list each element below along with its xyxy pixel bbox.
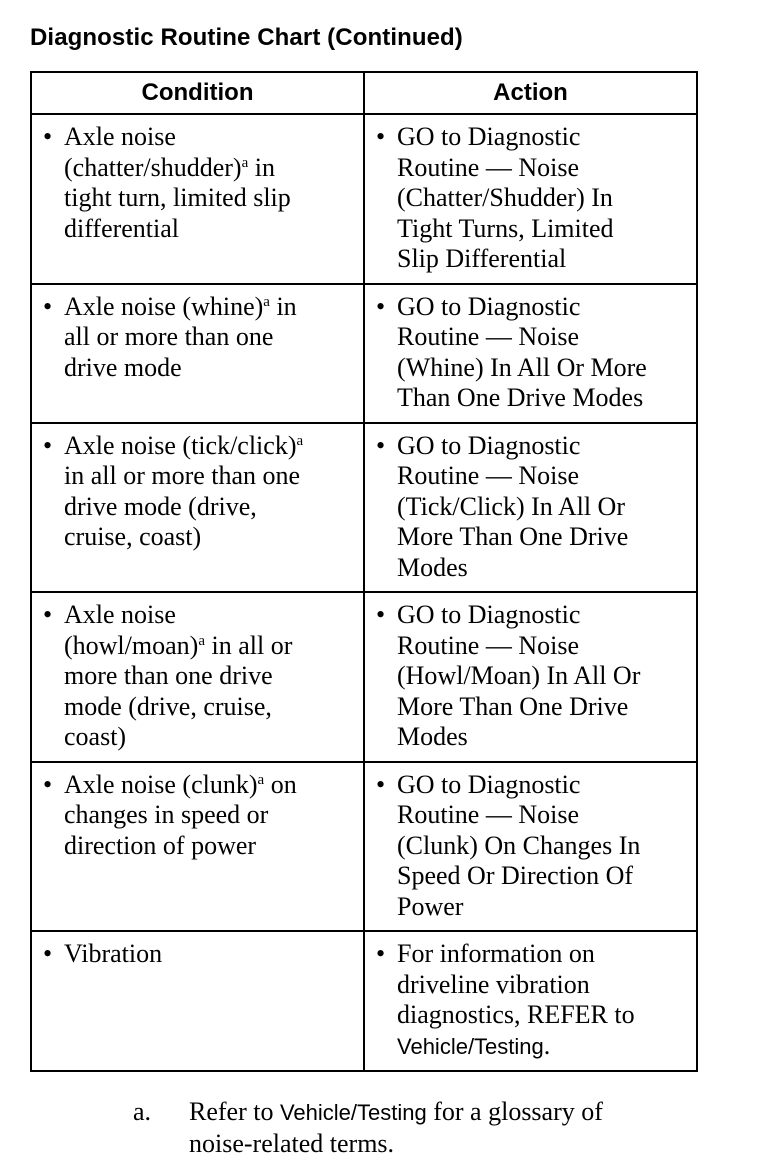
action-cell: [364, 114, 697, 284]
bullet-icon: •: [376, 291, 386, 321]
column-header-action: Action: [364, 72, 697, 114]
action-text: GO to Diagnostic Routine — Noise (Chatter/Shudder) In Tight Turns, Limited Slip Differential: [397, 122, 614, 273]
bullet-icon: •: [43, 122, 53, 151]
action-cell: [364, 762, 697, 932]
action-cell: [364, 931, 697, 1071]
cross-reference-vehicle-testing: Vehicle/Testing: [279, 1100, 427, 1125]
action-text: GO to Diagnostic Routine — Noise (Clunk) On Changes In Speed Or Direction Of Power: [397, 769, 641, 921]
action-text: GO to Diagnostic Routine — Noise (Tick/Click) In All Or More Than One Drive Modes: [397, 430, 629, 582]
bullet-icon: •: [43, 291, 53, 321]
diagnostic-routine-table: [30, 71, 698, 1072]
table-row: [31, 284, 697, 423]
bullet-icon: •: [376, 430, 386, 460]
table-row: [31, 114, 697, 284]
table-header-row: [31, 72, 697, 114]
condition-cell: [31, 284, 364, 423]
action-cell: [364, 284, 697, 423]
condition-text: Axle noise (tick/click)$^a$ in all or more than one drive mode (drive, cruise, coast): [64, 430, 304, 551]
condition-text: Axle noise (chatter/shudder)$^a$ in tight turn, limited slip differential: [64, 122, 291, 243]
bullet-icon: •: [43, 430, 53, 460]
condition-cell: [31, 931, 364, 1071]
action-text: GO to Diagnostic Routine — Noise (Whine) In All Or More Than One Drive Modes: [397, 291, 647, 412]
condition-text: Axle noise (whine)$^a$ in all or more than one drive mode: [64, 291, 297, 382]
table-row: [31, 931, 697, 1071]
footnote-superscript: a: [296, 432, 304, 449]
condition-cell: [31, 592, 364, 762]
action-text: For information on driveline vibration diagnostics, REFER to Vehicle/Testing.: [397, 939, 635, 1060]
bullet-icon: •: [376, 600, 386, 629]
bullet-icon: •: [43, 939, 53, 968]
condition-cell: [31, 423, 364, 593]
footnote-superscript: a: [241, 154, 249, 171]
cross-reference-vehicle-testing: Vehicle/Testing: [397, 1033, 544, 1059]
footnote: [133, 1097, 689, 1159]
bullet-icon: •: [43, 600, 53, 629]
footnote-superscript: a: [257, 771, 265, 788]
table-row: [31, 423, 697, 593]
bullet-icon: •: [376, 122, 386, 151]
condition-text: Axle noise (clunk)$^a$ on changes in speed or direction of power: [64, 769, 297, 860]
action-cell: [364, 423, 697, 593]
page-title: Diagnostic Routine Chart (Continued): [30, 24, 463, 51]
table-row: [31, 762, 697, 932]
footnote-superscript: a: [263, 293, 270, 310]
action-cell: [364, 592, 697, 762]
condition-cell: [31, 762, 364, 932]
condition-text: Axle noise (howl/moan)$^a$ in all or more than one drive mode (drive, cruise, coast): [64, 600, 293, 751]
footnote-superscript: a: [198, 632, 205, 649]
table-row: [31, 592, 697, 762]
footnote-marker: a.: [133, 1097, 152, 1126]
condition-text: Vibration: [64, 939, 163, 968]
bullet-icon: •: [43, 769, 53, 799]
bullet-icon: •: [376, 939, 386, 968]
column-header-condition: Condition: [31, 72, 364, 114]
bullet-icon: •: [376, 769, 386, 799]
condition-cell: [31, 114, 364, 284]
footnote-text: Refer to Vehicle/Testing for a glossary of noise-related terms.: [189, 1097, 603, 1158]
action-text: GO to Diagnostic Routine — Noise (Howl/Moan) In All Or More Than One Drive Modes: [397, 600, 641, 751]
